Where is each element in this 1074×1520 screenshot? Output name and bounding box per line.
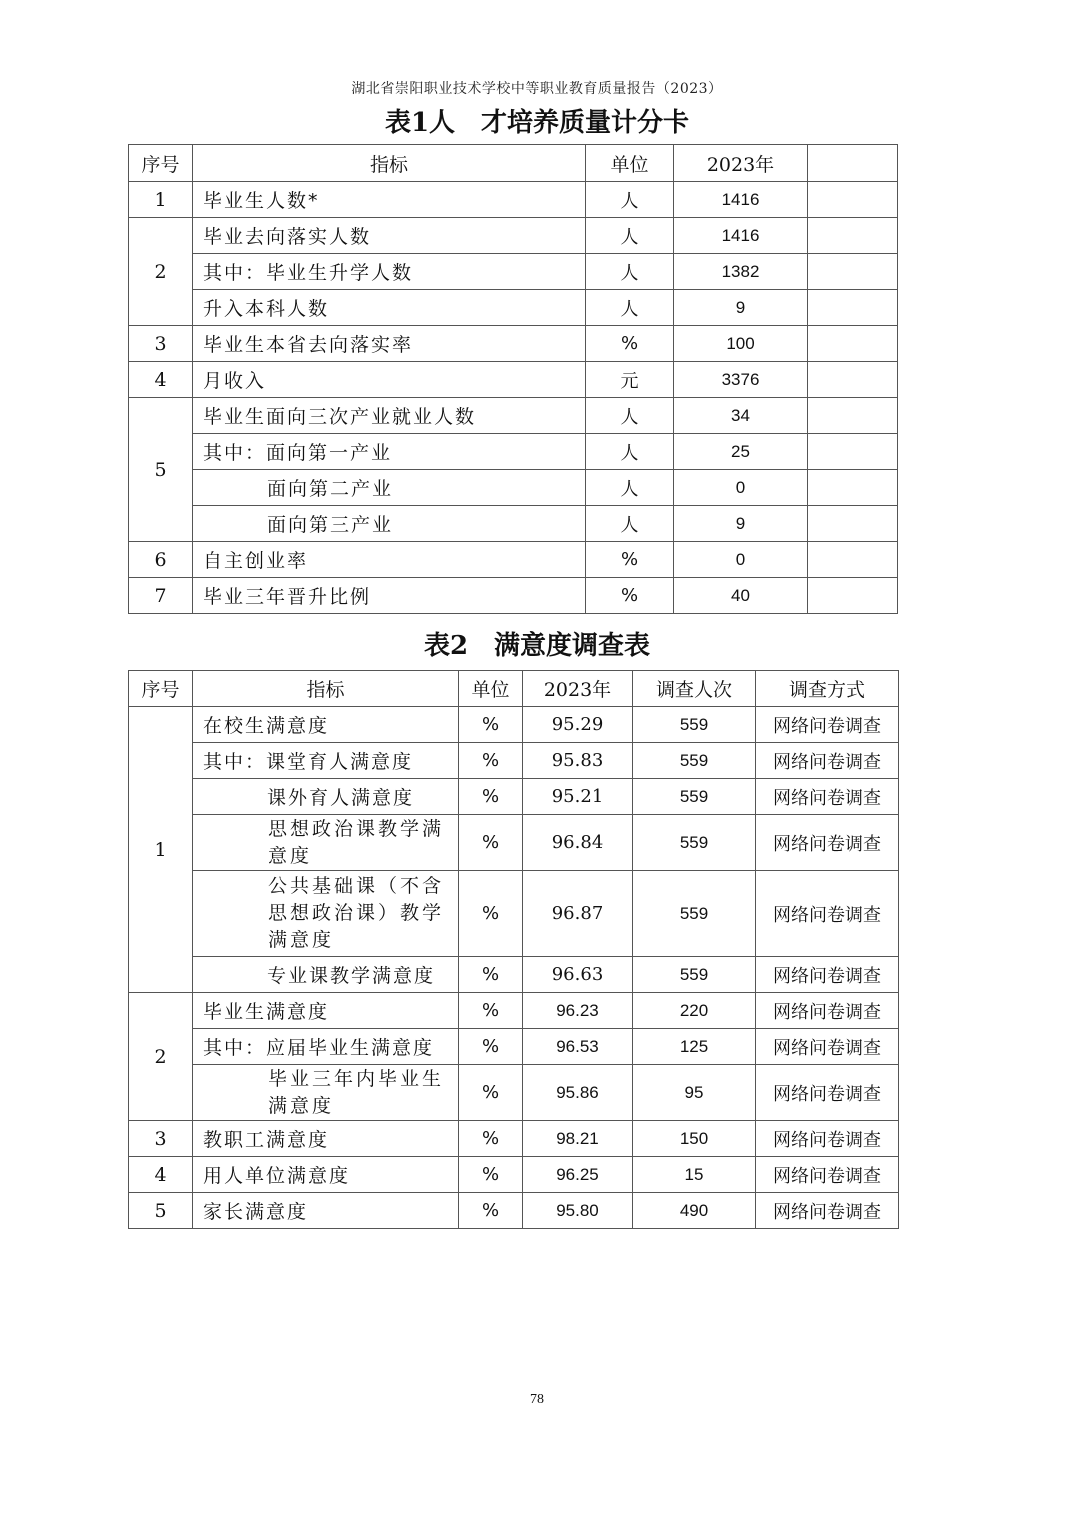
value-cell: 3376: [674, 362, 808, 398]
seq-cell: 6: [129, 542, 193, 578]
unit-cell: %: [459, 707, 523, 743]
table-row: [129, 1029, 899, 1065]
value-cell: 96.23: [523, 993, 633, 1029]
header-method: 调查方式: [756, 671, 899, 707]
table-row: [129, 326, 898, 362]
table-row: [129, 743, 899, 779]
seq-cell: 5: [129, 1193, 193, 1229]
indicator-cell: 用人单位满意度: [193, 1157, 459, 1193]
table-row: [129, 362, 898, 398]
unit-cell: 元: [586, 362, 674, 398]
indicator-cell: 毕业三年晋升比例: [193, 578, 586, 614]
unit-cell: %: [459, 1121, 523, 1157]
value-cell: 1382: [674, 254, 808, 290]
unit-cell: 人: [586, 434, 674, 470]
value-cell: 96.87: [523, 871, 633, 957]
table-row: [129, 993, 899, 1029]
value-cell: 95.83: [523, 743, 633, 779]
unit-cell: %: [459, 1065, 523, 1121]
value-cell: 95.29: [523, 707, 633, 743]
indicator-cell: 面向第三产业: [193, 506, 586, 542]
table-header-row: [129, 145, 898, 182]
indicator-cell: 毕业去向落实人数: [193, 218, 586, 254]
table1: [128, 144, 898, 614]
table-row: [129, 871, 899, 957]
table-row: [129, 506, 898, 542]
table-row: [129, 578, 898, 614]
count-cell: 220: [633, 993, 756, 1029]
empty-cell: [808, 254, 898, 290]
method-cell: 网络问卷调查: [756, 993, 899, 1029]
unit-cell: %: [459, 871, 523, 957]
table2: [128, 670, 899, 1229]
value-cell: 0: [674, 542, 808, 578]
seq-cell: 2: [129, 993, 193, 1121]
unit-cell: 人: [586, 290, 674, 326]
indicator-cell: 毕业生本省去向落实率: [193, 326, 586, 362]
empty-cell: [808, 218, 898, 254]
table-row: [129, 1193, 899, 1229]
value-cell: 96.25: [523, 1157, 633, 1193]
unit-cell: %: [586, 542, 674, 578]
method-cell: 网络问卷调查: [756, 815, 899, 871]
count-cell: 95: [633, 1065, 756, 1121]
empty-cell: [808, 182, 898, 218]
indicator-cell: 升入本科人数: [193, 290, 586, 326]
table1-title: 表1人 才培养质量计分卡: [384, 108, 690, 138]
table-row: [129, 1157, 899, 1193]
value-cell: 9: [674, 506, 808, 542]
method-cell: 网络问卷调查: [756, 1029, 899, 1065]
value-cell: 96.84: [523, 815, 633, 871]
value-cell: 95.86: [523, 1065, 633, 1121]
table-row: [129, 957, 899, 993]
count-cell: 490: [633, 1193, 756, 1229]
header-year: 2023年: [674, 145, 808, 182]
value-cell: 40: [674, 578, 808, 614]
empty-cell: [808, 398, 898, 434]
unit-cell: 人: [586, 218, 674, 254]
method-cell: 网络问卷调查: [756, 957, 899, 993]
value-cell: 96.63: [523, 957, 633, 993]
value-cell: 95.21: [523, 779, 633, 815]
method-cell: 网络问卷调查: [756, 1121, 899, 1157]
table-row: [129, 707, 899, 743]
table-row: [129, 290, 898, 326]
empty-cell: [808, 290, 898, 326]
page-number: 78: [530, 1392, 544, 1407]
header-unit: 单位: [459, 671, 523, 707]
seq-cell: 7: [129, 578, 193, 614]
running-header: 湖北省崇阳职业技术学校中等职业教育质量报告（2023）: [351, 81, 723, 97]
table-row: [129, 470, 898, 506]
unit-cell: 人: [586, 182, 674, 218]
indicator-cell: 毕业三年内毕业生满意度: [193, 1065, 459, 1121]
indicator-cell: 家长满意度: [193, 1193, 459, 1229]
unit-cell: 人: [586, 254, 674, 290]
indicator-cell: 面向第二产业: [193, 470, 586, 506]
empty-cell: [808, 542, 898, 578]
unit-cell: %: [459, 957, 523, 993]
method-cell: 网络问卷调查: [756, 1193, 899, 1229]
value-cell: 95.80: [523, 1193, 633, 1229]
unit-cell: %: [586, 326, 674, 362]
indicator-cell: 毕业生面向三次产业就业人数: [193, 398, 586, 434]
header-unit: 单位: [586, 145, 674, 182]
table-row: [129, 1065, 899, 1121]
value-cell: 96.53: [523, 1029, 633, 1065]
seq-cell: 3: [129, 326, 193, 362]
empty-cell: [808, 326, 898, 362]
indicator-cell: 课外育人满意度: [193, 779, 459, 815]
value-cell: 34: [674, 398, 808, 434]
header-year: 2023年: [523, 671, 633, 707]
table-row: [129, 434, 898, 470]
unit-cell: %: [459, 1193, 523, 1229]
table-row: [129, 254, 898, 290]
indicator-cell: 其中：应届毕业生满意度: [193, 1029, 459, 1065]
table-row: [129, 779, 899, 815]
unit-cell: %: [459, 993, 523, 1029]
table-row: [129, 1121, 899, 1157]
seq-cell: 3: [129, 1121, 193, 1157]
indicator-cell: 其中：面向第一产业: [193, 434, 586, 470]
seq-cell: 2: [129, 218, 193, 326]
table-row: [129, 218, 898, 254]
unit-cell: %: [459, 815, 523, 871]
value-cell: 100: [674, 326, 808, 362]
seq-cell: 1: [129, 707, 193, 993]
header-indicator: 指标: [193, 671, 459, 707]
method-cell: 网络问卷调查: [756, 779, 899, 815]
unit-cell: %: [459, 743, 523, 779]
indicator-cell: 其中：课堂育人满意度: [193, 743, 459, 779]
empty-cell: [808, 578, 898, 614]
table2-title: 表2 满意度调查表: [423, 631, 651, 661]
empty-cell: [808, 362, 898, 398]
table-row: [129, 398, 898, 434]
empty-cell: [808, 434, 898, 470]
value-cell: 25: [674, 434, 808, 470]
header-seq: 序号: [129, 145, 193, 182]
table-row: [129, 815, 899, 871]
table-row: [129, 542, 898, 578]
count-cell: 15: [633, 1157, 756, 1193]
unit-cell: %: [459, 1029, 523, 1065]
count-cell: 559: [633, 779, 756, 815]
count-cell: 559: [633, 957, 756, 993]
unit-cell: 人: [586, 506, 674, 542]
seq-cell: 4: [129, 1157, 193, 1193]
method-cell: 网络问卷调查: [756, 1065, 899, 1121]
empty-cell: [808, 506, 898, 542]
count-cell: 559: [633, 743, 756, 779]
header-indicator: 指标: [193, 145, 586, 182]
header-seq: 序号: [129, 671, 193, 707]
indicator-cell: 教职工满意度: [193, 1121, 459, 1157]
indicator-cell: 公共基础课（不含思想政治课）教学满意度: [193, 871, 459, 957]
seq-cell: 4: [129, 362, 193, 398]
count-cell: 150: [633, 1121, 756, 1157]
seq-cell: 1: [129, 182, 193, 218]
header-extra: [808, 145, 898, 182]
indicator-cell: 思想政治课教学满意度: [193, 815, 459, 871]
indicator-cell: 自主创业率: [193, 542, 586, 578]
header-count: 调查人次: [633, 671, 756, 707]
seq-cell: 5: [129, 398, 193, 542]
value-cell: 98.21: [523, 1121, 633, 1157]
table-header-row: [129, 671, 899, 707]
count-cell: 559: [633, 707, 756, 743]
empty-cell: [808, 470, 898, 506]
unit-cell: %: [459, 779, 523, 815]
count-cell: 125: [633, 1029, 756, 1065]
unit-cell: %: [586, 578, 674, 614]
value-cell: 9: [674, 290, 808, 326]
value-cell: 1416: [674, 182, 808, 218]
indicator-cell: 毕业生满意度: [193, 993, 459, 1029]
method-cell: 网络问卷调查: [756, 707, 899, 743]
unit-cell: %: [459, 1157, 523, 1193]
indicator-cell: 毕业生人数*: [193, 182, 586, 218]
indicator-cell: 其中：毕业生升学人数: [193, 254, 586, 290]
indicator-cell: 在校生满意度: [193, 707, 459, 743]
method-cell: 网络问卷调查: [756, 1157, 899, 1193]
count-cell: 559: [633, 871, 756, 957]
method-cell: 网络问卷调查: [756, 871, 899, 957]
value-cell: 0: [674, 470, 808, 506]
value-cell: 1416: [674, 218, 808, 254]
indicator-cell: 月收入: [193, 362, 586, 398]
count-cell: 559: [633, 815, 756, 871]
method-cell: 网络问卷调查: [756, 743, 899, 779]
table-row: [129, 182, 898, 218]
indicator-cell: 专业课教学满意度: [193, 957, 459, 993]
unit-cell: 人: [586, 398, 674, 434]
unit-cell: 人: [586, 470, 674, 506]
